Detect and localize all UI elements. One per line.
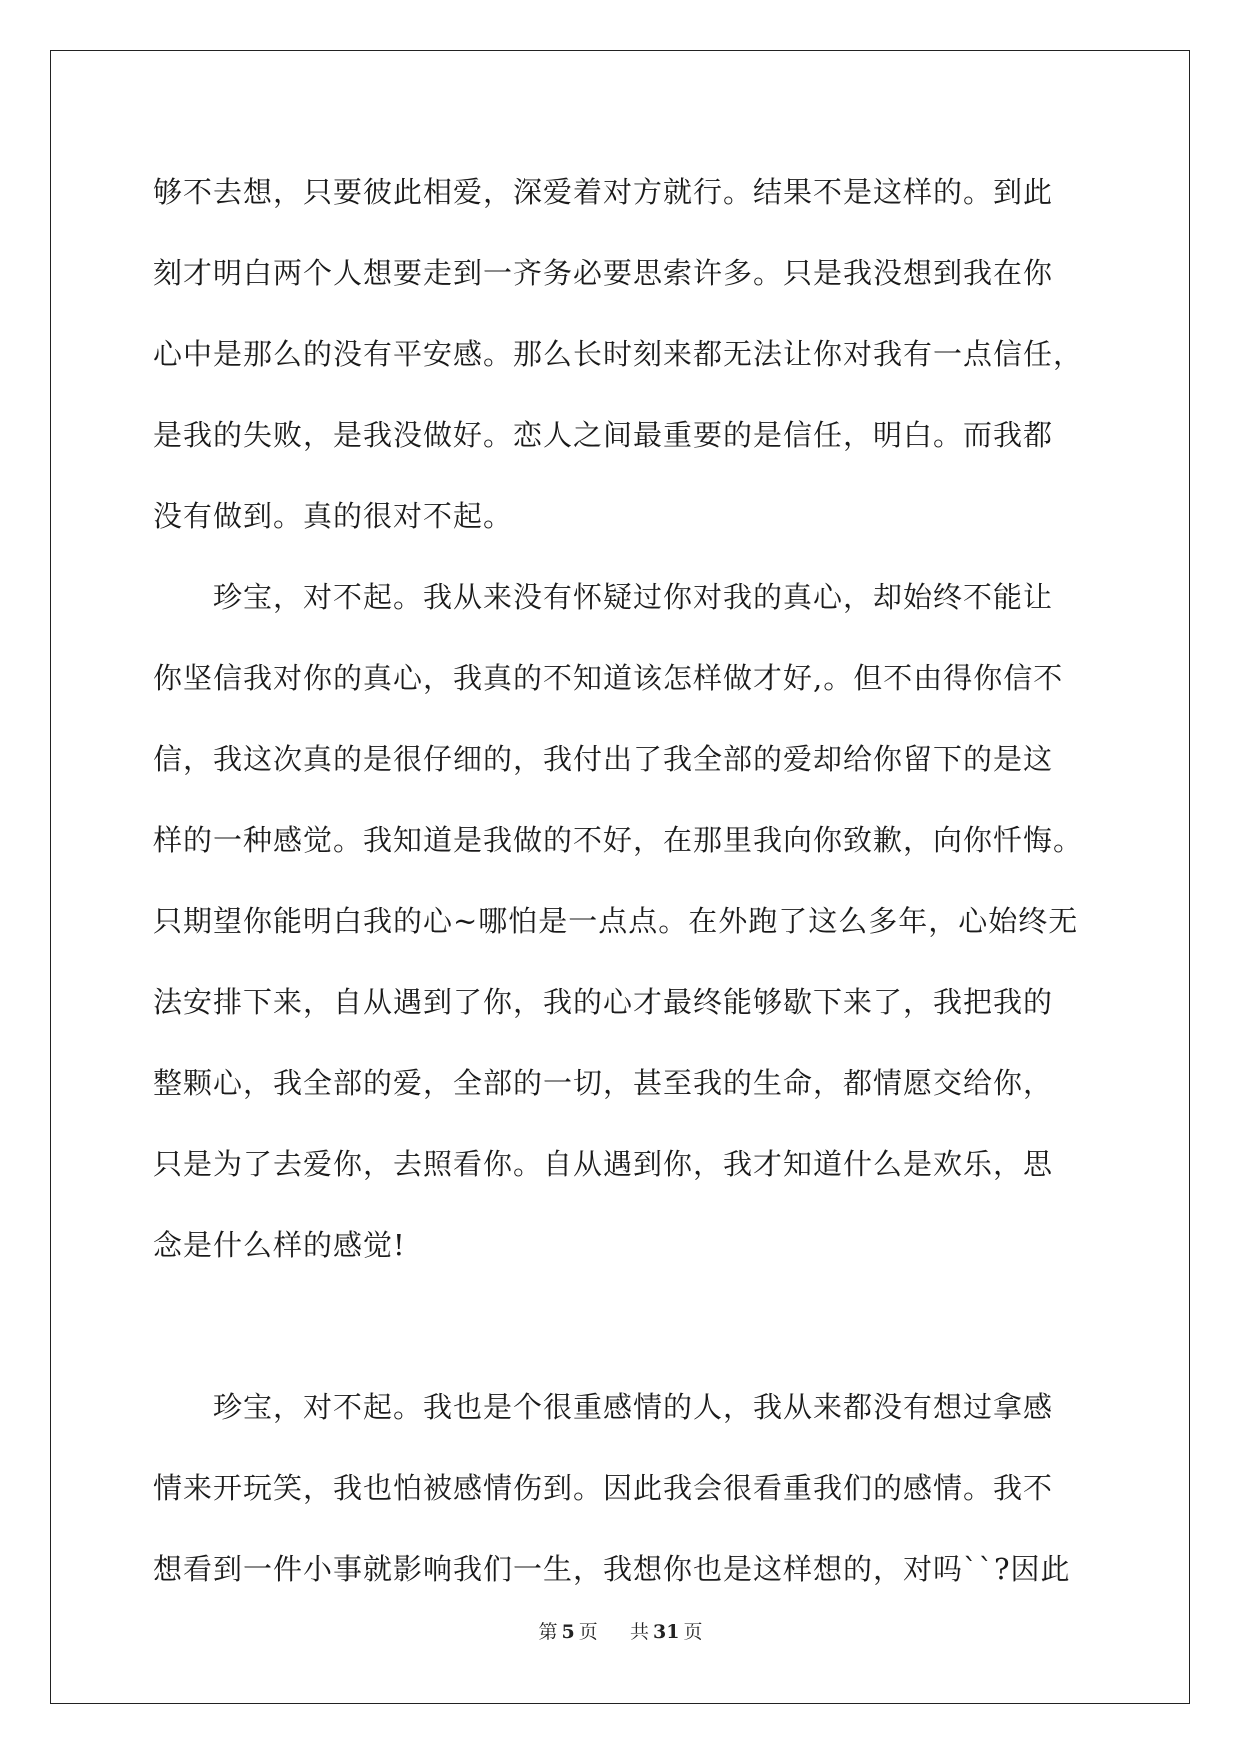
- current-page: 5: [561, 1621, 575, 1643]
- text-line: 整颗心，我全部的爱，全部的一切，甚至我的生命，都情愿交给你，: [153, 1066, 1054, 1100]
- paragraph-3: [153, 1378, 1093, 1621]
- text-line: 是我的失败，是我没做好。恋人之间最重要的是信任，明白。而我都: [153, 418, 1054, 452]
- page-prefix: 第: [538, 1621, 558, 1643]
- text-line: 情来开玩笑，我也怕被感情伤到。因此我会很看重我们的感情。我不: [153, 1471, 1054, 1505]
- total-pages: 31: [652, 1621, 680, 1643]
- page-footer: [0, 1617, 1241, 1644]
- text-line: 只期望你能明白我的心~哪怕是一点点。在外跑了这么多年，心始终无: [153, 904, 1079, 938]
- total-prefix: 共: [629, 1621, 649, 1643]
- text-line: 信，我这次真的是很仔细的，我付出了我全部的爱却给你留下的是这: [153, 742, 1054, 776]
- text-line: 没有做到。真的很对不起。: [153, 499, 514, 533]
- text-line: 想看到一件小事就影响我们一生，我想你也是这样想的，对吗``?因此: [153, 1552, 1071, 1586]
- total-unit: 页: [683, 1621, 703, 1643]
- text-line: 刻才明白两个人想要走到一齐务必要思索许多。只是我没想到我在你: [153, 256, 1054, 290]
- text-line: [153, 1297, 1093, 1378]
- text-line: 心中是那么的没有平安感。那么长时刻来都无法让你对我有一点信任，: [153, 337, 1084, 371]
- document-body: [153, 163, 1093, 1621]
- text-line: 样的一种感觉。我知道是我做的不好，在那里我向你致歉，向你忏悔。: [153, 823, 1084, 857]
- page-unit: 页: [578, 1621, 598, 1643]
- text-line: 只是为了去爱你，去照看你。自从遇到你，我才知道什么是欢乐，思: [153, 1147, 1054, 1181]
- text-line: 珍宝，对不起。我也是个很重感情的人，我从来都没有想过拿感: [213, 1390, 1054, 1424]
- text-line: 够不去想，只要彼此相爱，深爱着对方就行。结果不是这样的。到此: [153, 175, 1054, 209]
- text-line: 法安排下来，自从遇到了你，我的心才最终能够歇下来了，我把我的: [153, 985, 1054, 1019]
- paragraph-1: [153, 163, 1093, 568]
- page-total: [628, 1621, 704, 1643]
- page-number: [537, 1621, 606, 1643]
- paragraph-2: [153, 568, 1093, 1378]
- text-line: 你坚信我对你的真心，我真的不知道该怎样做才好,。但不由得你信不: [153, 661, 1064, 695]
- text-line: 念是什么样的感觉!: [153, 1228, 406, 1262]
- text-line: 珍宝，对不起。我从来没有怀疑过你对我的真心，却始终不能让: [213, 580, 1054, 614]
